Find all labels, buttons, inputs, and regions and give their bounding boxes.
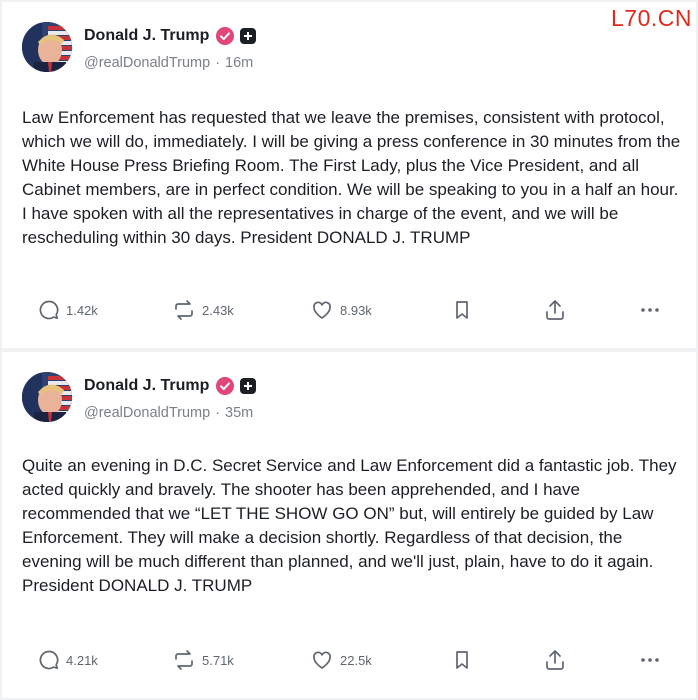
post-meta — [84, 405, 253, 421]
like-count: 8.93k — [340, 302, 372, 318]
retruth-button[interactable] — [172, 648, 234, 672]
timestamp[interactable]: 35m — [225, 405, 254, 421]
meta-separator: · — [215, 405, 221, 421]
post-text: Law Enforcement has requested that we leave the premises, consistent with protocol, which we will do, immediately. I will be giving a press conference in 30 minutes from the White House Press Briefing Room. The First Lady, plus the Vice President, and all Cabinet members, are in perfect condition. We will be speaking to you in a half an hour. I have spoken with all the representatives in charge of the event, and we will be rescheduling within 30 days. President DONALD J. TRUMP — [22, 108, 681, 247]
heart-icon — [310, 299, 334, 321]
action-bar — [2, 298, 696, 322]
bookmark-icon — [452, 299, 472, 321]
more-button[interactable] — [638, 298, 662, 322]
verified-badge-icon — [216, 27, 234, 45]
bookmark-button[interactable] — [452, 648, 472, 672]
reply-button[interactable] — [38, 648, 98, 672]
like-button[interactable] — [310, 298, 372, 322]
reply-icon — [38, 649, 60, 671]
retruth-button[interactable] — [172, 298, 234, 322]
retruth-count: 5.71k — [202, 652, 234, 668]
post-card[interactable] — [2, 352, 696, 698]
more-button[interactable] — [638, 648, 662, 672]
share-icon — [543, 298, 567, 322]
bookmark-button[interactable] — [452, 298, 472, 322]
plus-square-icon — [240, 378, 256, 394]
action-bar — [2, 648, 696, 672]
share-icon — [543, 648, 567, 672]
post-card[interactable] — [2, 2, 696, 348]
heart-icon — [310, 649, 334, 671]
share-button[interactable] — [543, 298, 567, 322]
bookmark-icon — [452, 649, 472, 671]
retruth-count: 2.43k — [202, 302, 234, 318]
avatar[interactable] — [22, 372, 72, 422]
reply-icon — [38, 299, 60, 321]
share-button[interactable] — [543, 648, 567, 672]
display-name[interactable]: Donald J. Trump — [84, 377, 210, 394]
avatar[interactable] — [22, 22, 72, 72]
handle[interactable]: @realDonaldTrump — [84, 405, 211, 421]
author-row — [84, 374, 256, 398]
retruth-icon — [172, 299, 196, 321]
meta-separator: · — [215, 55, 221, 71]
like-button[interactable] — [310, 648, 372, 672]
reply-count: 4.21k — [66, 652, 98, 668]
like-count: 22.5k — [340, 652, 372, 668]
timestamp[interactable]: 16m — [225, 55, 254, 71]
handle[interactable]: @realDonaldTrump — [84, 55, 211, 71]
watermark: L70.CN — [611, 5, 692, 31]
reply-count: 1.42k — [66, 302, 98, 318]
display-name[interactable]: Donald J. Trump — [84, 27, 210, 44]
retruth-icon — [172, 649, 196, 671]
more-icon — [638, 648, 662, 672]
post-meta — [84, 55, 253, 71]
post-text: Quite an evening in D.C. Secret Service and Law Enforcement did a fantastic job. They acted quickly and bravely. The shooter has been apprehended, and I have recommended that we “LET THE SHOW GO ON” but, will entirely be guided by Law Enforcement. They will make a decision shortly. Regardless of that decision, the evening will be much different than planned, and we'll just, plain, have to do it again. President DONALD J. TRUMP — [22, 456, 677, 595]
verified-badge-icon — [216, 377, 234, 395]
more-icon — [638, 298, 662, 322]
plus-square-icon — [240, 28, 256, 44]
reply-button[interactable] — [38, 298, 98, 322]
author-row — [84, 24, 256, 48]
